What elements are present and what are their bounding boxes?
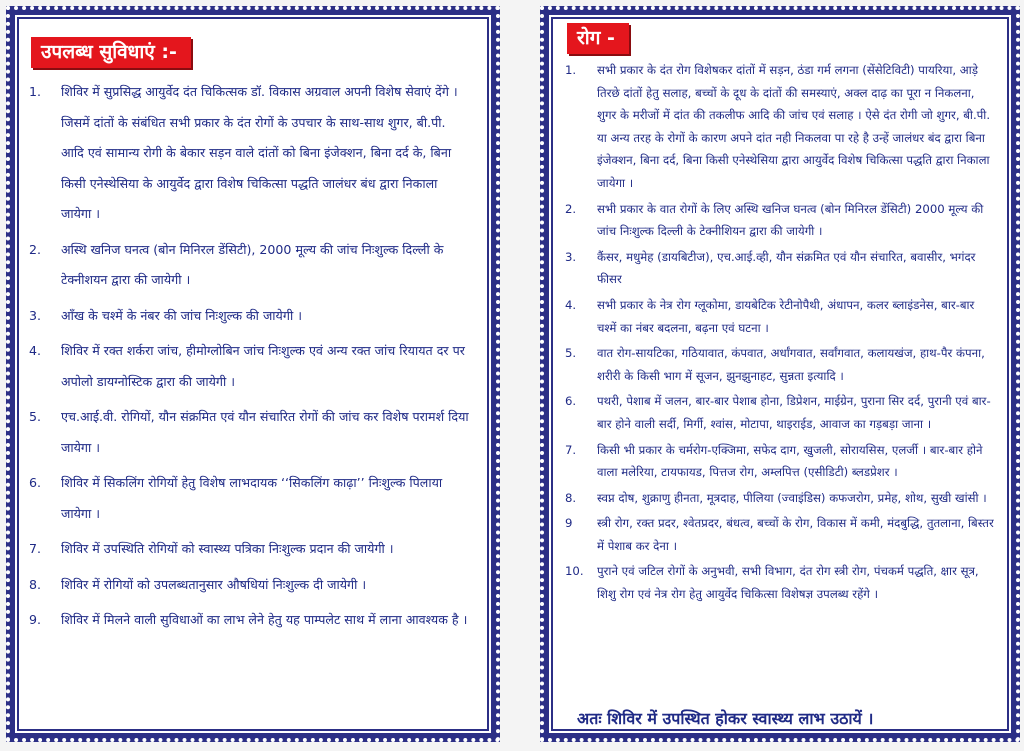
disease-item	[565, 342, 995, 387]
facility-item	[29, 301, 471, 332]
diseases-list	[565, 59, 995, 609]
item-number: 1.	[29, 84, 42, 99]
item-text: शिविर में सुप्रसिद्ध आयुर्वेद दंत चिकित्सक डॉ. विकास अग्रवाल अपनी विशेष सेवाएं देंगे । जिसमें दांतों के संबंधित सभी प्रकार के दंत रोगों के उपचार के साथ-साथ शुगर, बी.पी. आदि एवं सामान्य रोगी के बेकार सड़न वाले दांतों को बिना इंजेक्शन, बिना दर्द के, बिना किसी एनेस्थेसिया के आयुर्वेद द्वारा विशेष चिकित्सा पद्धति जालंधर बंध द्वारा निकाला जायेगा ।	[61, 84, 458, 221]
item-number: 2.	[565, 201, 577, 216]
item-text: वात रोग-सायटिका, गठियावात, कंपवात, अर्धांगवात, सर्वांगवात, कलायखंज, हाथ-पैर कंपना, शरीरी के किसी भाग में सूजन, झुनझुनाहट, सुन्नता इत्यादि ।	[597, 346, 985, 383]
disease-item	[565, 512, 995, 557]
item-text: एच.आई.वी. रोगियों, यौन संक्रमित एवं यौन संचारित रोगों की जांच कर विशेष परामर्श दिया जायेगा ।	[61, 409, 469, 455]
item-text: सभी प्रकार के नेत्र रोग ग्लूकोमा, डायबेटिक रेटीनोपैथी, अंधापन, कलर ब्लाइंडनेस, बार-बार चश्में का नंबर बदलना, बढ़ना एवं घटना ।	[597, 297, 975, 335]
disease-item	[565, 198, 995, 243]
item-text: अस्थि खनिज घनत्व (बोन मिनिरल डेंसिटी), 2000 मूल्य की जांच निःशुल्क दिल्ली के टेक्नीशयन द्वारा की जायेगी ।	[61, 241, 444, 287]
item-text: स्त्री रोग, रक्त प्रदर, श्वेतप्रदर, बंधत्व, बच्चों के रोग, विकास में कमी, मंदबुद्धि, तुतलाना, बिस्तर में पेशाब कर देना ।	[597, 516, 994, 553]
disease-item	[565, 487, 995, 510]
item-number: 6.	[29, 475, 42, 490]
item-text: पथरी, पेशाब में जलन, बार-बार पेशाब होना, डिप्रेशन, माईग्रेन, पुराना सिर दर्द, पुरानी एवं बार-बार होने वाली सर्दी, मिर्गी, श्वांस, मोटापा, थाइराईड, आवाज का गड़बड़ा जाना ।	[597, 394, 991, 431]
item-text: किसी भी प्रकार के चर्मरोग-एक्जिमा, सफेद दाग, खुजली, सोरायसिस, एलर्जी । बार-बार होने वाला मलेरिया, टायफायड, पित्तज रोग, अम्लपित्त (एसीडिटी) ब्लडप्रेशर ।	[597, 442, 983, 480]
item-number: 5.	[29, 409, 42, 424]
item-text: शिविर में उपस्थिति रोगियों को स्वास्थ्य पत्रिका निःशुल्क प्रदान की जायेगी ।	[61, 541, 394, 556]
item-text: स्वप्न दोष, शुक्राणु हीनता, मूत्रदाह, पीलिया (ज्वाइंडिस) कफजरोग, प्रमेह, शोथ, सुखी खांसी ।	[597, 490, 987, 505]
facilities-heading: उपलब्ध सुविधाएं :-	[31, 37, 191, 68]
facilities-list	[29, 77, 471, 641]
item-number: 8.	[29, 576, 42, 592]
facility-item	[29, 570, 471, 601]
disease-item	[565, 294, 995, 339]
item-number: 3.	[565, 249, 577, 264]
item-number: 4.	[565, 297, 577, 312]
facility-item	[29, 605, 471, 636]
facility-item	[29, 534, 471, 565]
disease-item	[565, 246, 995, 291]
item-number: 8.	[565, 490, 577, 505]
diseases-panel	[540, 6, 1020, 742]
item-text: पुराने एवं जटिल रोगों के अनुभवी, सभी विभाग, दंत रोग स्त्री रोग, पंचकर्म पद्धति, क्षार सूत्र, शिशु रोग एवं नेत्र रोग हेतु आयुर्वेद चिकित्सा विशेषज्ञ उपलब्ध रहेंगे ।	[597, 564, 979, 602]
diseases-heading: रोग -	[567, 23, 629, 54]
item-number: 2.	[29, 241, 42, 257]
disease-item	[565, 560, 995, 605]
facility-item	[29, 235, 471, 296]
item-text: शिविर में रोगियों को उपलब्धतानुसार औषधियां निःशुल्क दी जायेगी ।	[61, 576, 367, 592]
item-number: 4.	[29, 343, 42, 358]
item-text: कैंसर, मधुमेह (डायबिटीज), एच.आई.व्ही, यौन संक्रमित एवं यौन संचारित, बवासीर, भगंदर फीसर	[597, 249, 976, 287]
facility-item	[29, 468, 471, 529]
item-text: सभी प्रकार के दंत रोग विशेषकर दांतों में सड़न, ठंडा गर्म लगना (सेंसेटिविटी) पायरिया, आड़े तिरछे दांतों हेतु सलाह, बच्चों के दूध के दांतों की समस्याएं, अक्ल दाढ़ का पूरा न निकलना, शुगर के मरीजों में दांत की तकलीफ आदि की जांच एवं सलाह । ऐसे दंत रोगी जो शुगर, बी.पी. या अन्य तरह के रोगों के कारण अपने दांत नही निकलवा पा रहे है उन्हें जालंधर बंद द्वारा बिना इंजेक्शन, बिना दर्द, बिना किसी एनेस्थेसिया द्वारा आयुर्वेद विशेष चिकित्सा पद्धति द्वारा निकाला जायेगा ।	[597, 63, 991, 190]
closing-slogan: अतः शिविर में उपस्थित होकर स्वास्थ्य लाभ उठायें ।	[577, 709, 874, 728]
disease-item	[565, 390, 995, 435]
item-number: 7.	[565, 442, 577, 457]
facility-item	[29, 402, 471, 463]
item-number: 7.	[29, 541, 42, 556]
disease-item	[565, 59, 995, 195]
item-number: 9	[565, 516, 573, 531]
facility-item	[29, 77, 471, 230]
item-text: आँख के चश्में के नंबर की जांच निःशुल्क की जायेगी ।	[61, 307, 302, 323]
item-number: 6.	[565, 394, 577, 409]
item-number: 10.	[565, 564, 584, 579]
item-number: 3.	[29, 307, 42, 323]
item-text: शिविर में रक्त शर्करा जांच, हीमोग्लोबिन जांच निःशुल्क एवं अन्य रक्त जांच रियायत दर पर अपोलो डायग्नोस्टिक द्वारा की जायेगी ।	[61, 343, 465, 389]
item-text: सभी प्रकार के वात रोगों के लिए अस्थि खनिज घनत्व (बोन मिनिरल डेंसिटी) 2000 मूल्य की जांच निःशुल्क दिल्ली के टेक्नीशियन द्वारा की जायेगी ।	[597, 201, 984, 239]
item-number: 5.	[565, 346, 577, 361]
facility-item	[29, 336, 471, 397]
disease-item	[565, 439, 995, 484]
item-number: 9.	[29, 612, 42, 627]
item-text: शिविर में मिलने वाली सुविधाओं का लाभ लेने हेतु यह पाम्पलेट साथ में लाना आवश्यक है ।	[61, 612, 468, 627]
item-number: 1.	[565, 63, 577, 77]
facilities-panel	[6, 6, 500, 742]
item-text: शिविर में सिकलिंग रोगियों हेतु विशेष लाभदायक ‘‘सिकलिंग काढ़ा’’ निःशुल्क पिलाया जायेगा ।	[61, 475, 443, 521]
